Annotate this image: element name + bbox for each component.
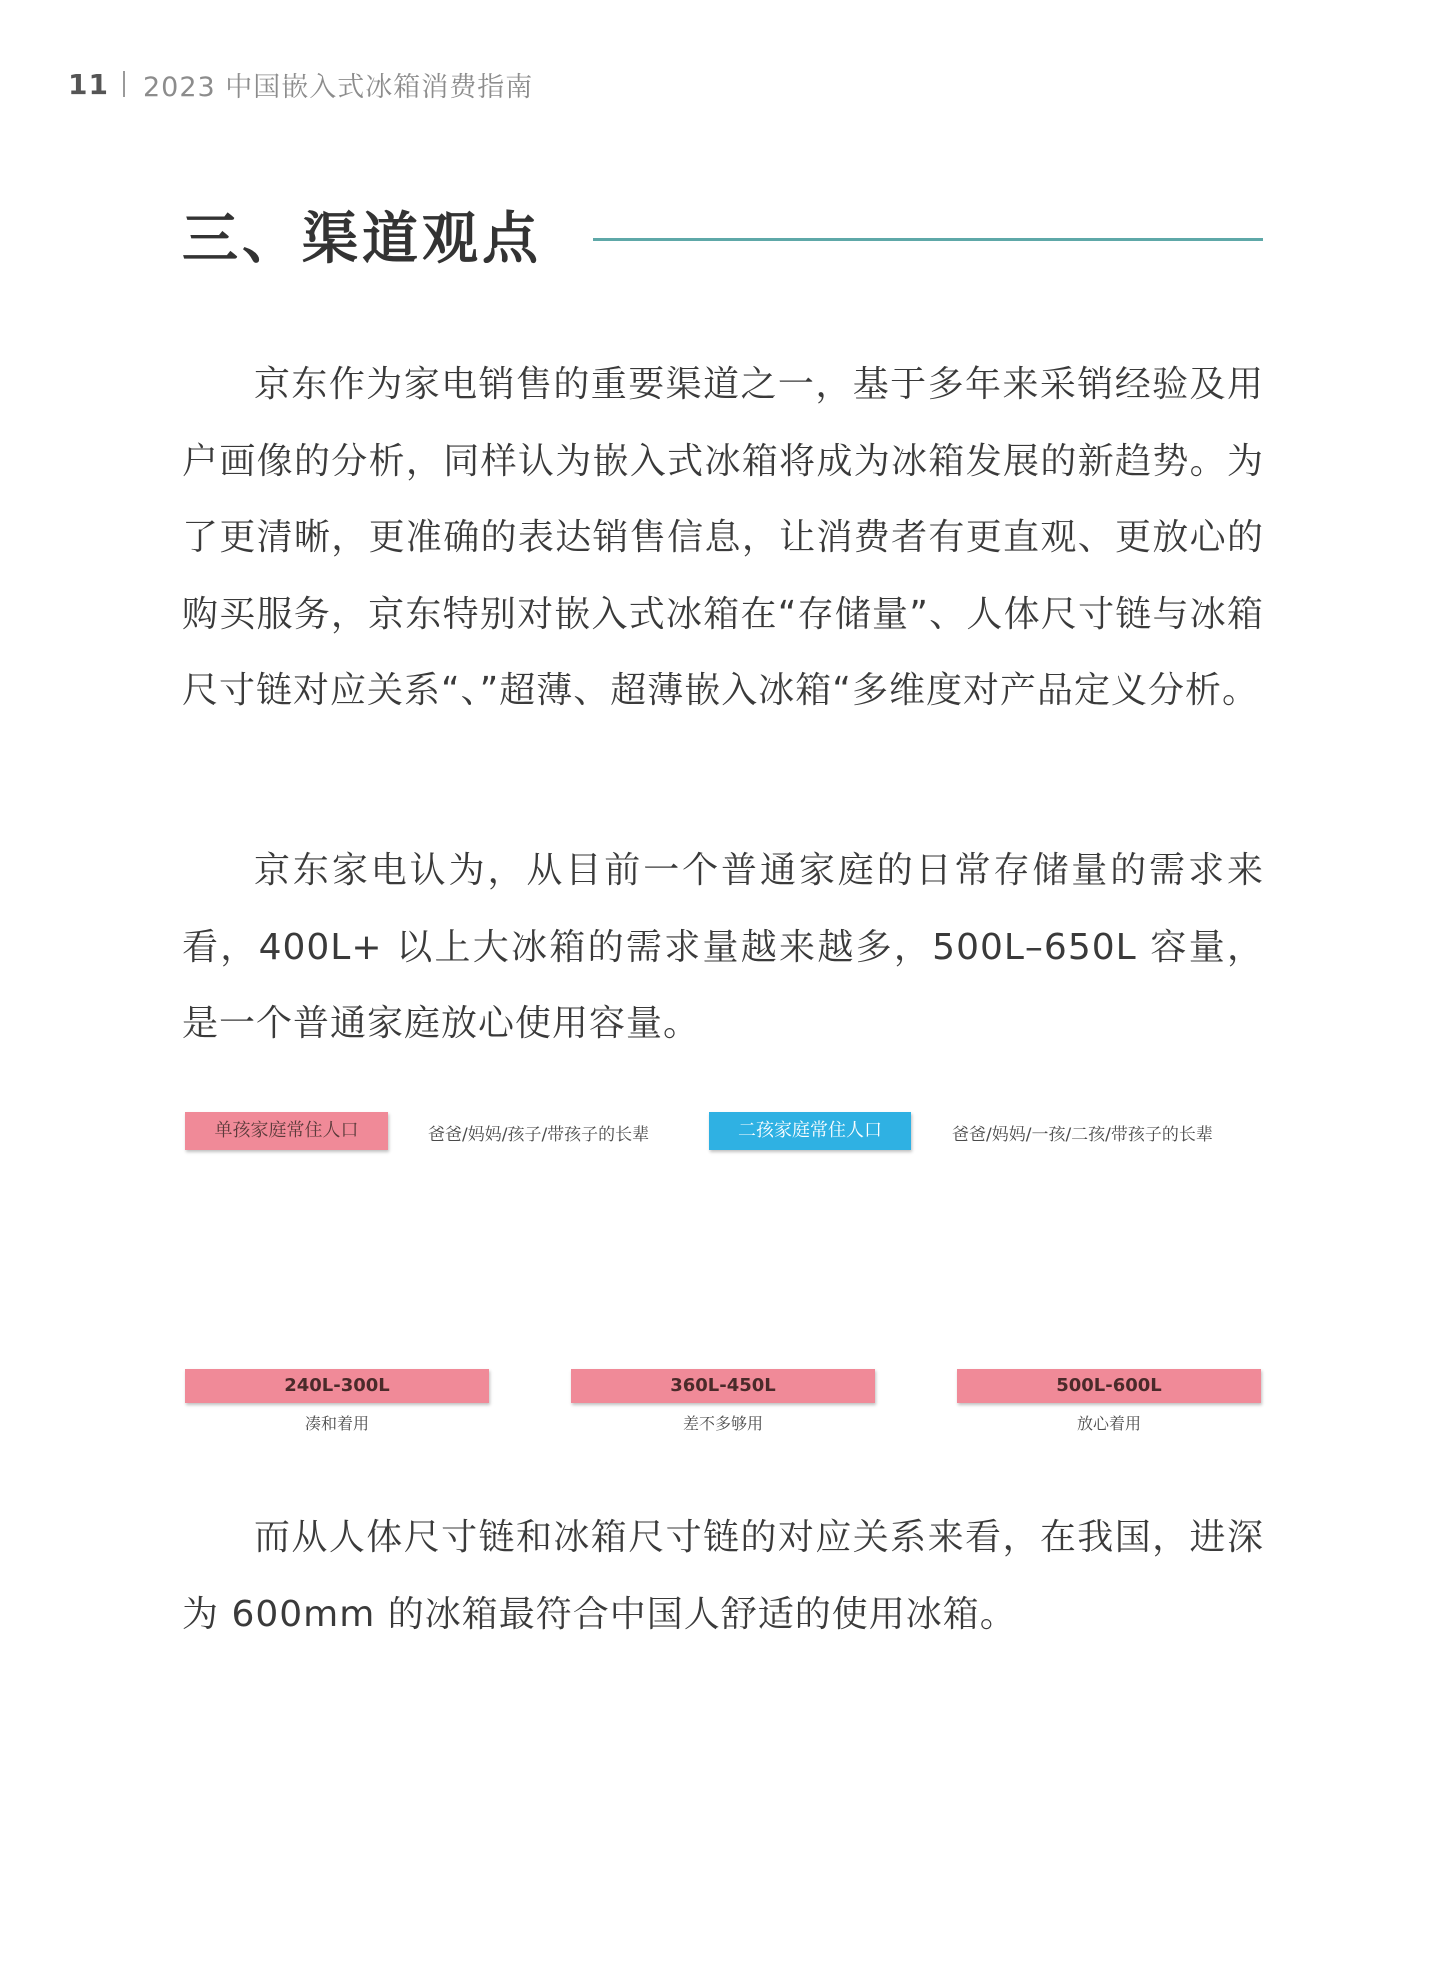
tag-two-child-household: 二孩家庭常住人口 (709, 1112, 911, 1150)
capacity-tier-3 (957, 1369, 1261, 1434)
single-child-household-members: 爸爸/妈妈/孩子/带孩子的长辈 (428, 1125, 650, 1145)
capacity-caption: 差不多够用 (682, 1414, 763, 1433)
capacity-tier-1 (185, 1369, 489, 1434)
capacity-range-label: 360L-450L (571, 1369, 875, 1403)
section-title: 三、渠道观点 (182, 207, 542, 272)
tag-single-child-household: 单孩家庭常住人口 (185, 1112, 388, 1150)
household-capacity-infographic (182, 1106, 1264, 1446)
capacity-range-label: 500L-600L (957, 1369, 1261, 1403)
header-separator (123, 71, 125, 97)
document-title: 2023 中国嵌入式冰箱消费指南 (142, 71, 534, 103)
page-header (68, 66, 533, 102)
page-number: 11 (68, 67, 109, 101)
paragraph-size-chain: 而从人体尺寸链和冰箱尺寸链的对应关系来看，在我国，进深为 600mm 的冰箱最符合中国人舒适的使用冰箱。 (182, 1517, 1264, 1635)
capacity-tier-2 (571, 1369, 875, 1434)
capacity-caption: 放心着用 (1076, 1414, 1141, 1433)
paragraph-storage-capacity: 京东家电认为，从目前一个普通家庭的日常存储量的需求来看，400L+ 以上大冰箱的需求量越来越多，500L–650L 容量，是一个普通家庭放心使用容量。 (182, 850, 1264, 1044)
capacity-range-label: 240L-300L (185, 1369, 489, 1403)
two-child-household-members: 爸爸/妈妈/一孩/二孩/带孩子的长辈 (952, 1125, 1213, 1145)
paragraph-jd-channel: 京东作为家电销售的重要渠道之一，基于多年来采销经验及用户画像的分析，同样认为嵌入式冰箱将成为冰箱发展的新趋势。为了更清晰，更准确的表达销售信息，让消费者有更直观、更放心的购买服务，京东特别对嵌入式冰箱在“存储量”、人体尺寸链与冰箱尺寸链对应关系“、”超薄、超薄嵌入冰箱“多维度对产品定义分析。 (182, 364, 1264, 711)
capacity-caption: 凑和着用 (304, 1414, 369, 1433)
title-rule (593, 238, 1263, 241)
